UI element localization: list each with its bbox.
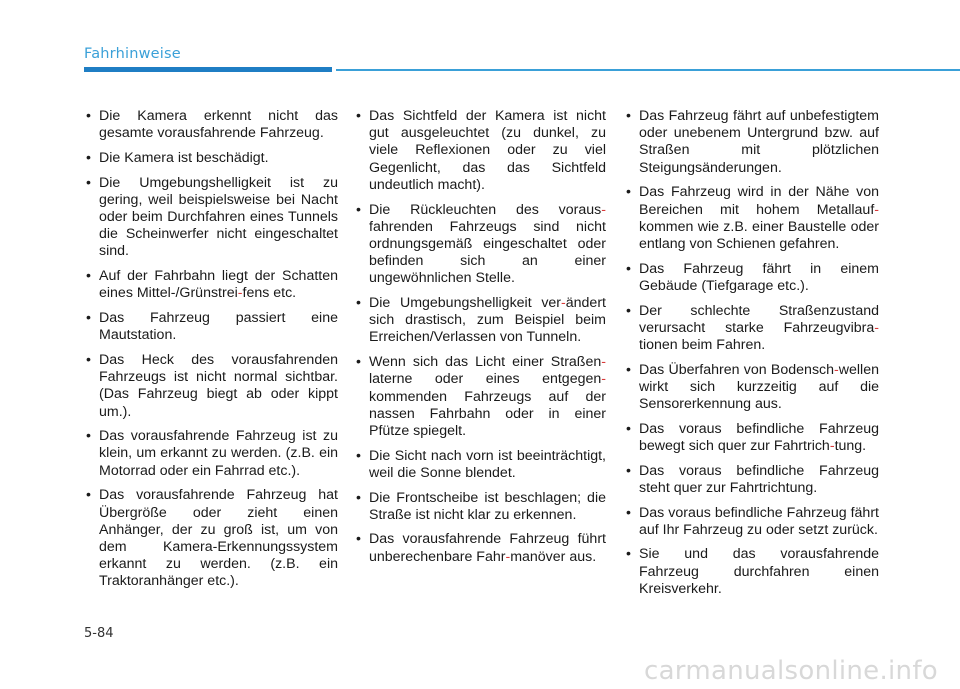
- text-column-1: [84, 108, 338, 598]
- bullet-item: • Das Überfahren von Bodensch-wellen wirkt sich kurzzeitig auf die Sensorerkennung aus.: [624, 362, 879, 414]
- text-column-3: [624, 108, 879, 606]
- bullet-item: • Das voraus befindliche Fahrzeug steht quer zur Fahrtrichtung.: [624, 463, 879, 497]
- bullet-item: • Der schlechte Straßenzustand verursacht starke Fahrzeugvibra-tionen beim Fahren.: [624, 303, 879, 355]
- bullet-list-2: [354, 108, 606, 566]
- bullet-item: • Das Sichtfeld der Kamera ist nicht gut ausgeleuchtet (zu dunkel, zu viele Reflexionen oder zu viel Gegenlicht, das das Sichtfeld undeutlich macht).: [354, 108, 606, 194]
- bullet-item: • Das voraus befindliche Fahrzeug fährt auf Ihr Fahrzeug zu oder setzt zurück.: [624, 505, 879, 539]
- bullet-item: • Das vorausfahrende Fahrzeug führt unberechenbare Fahr-manöver aus.: [354, 531, 606, 565]
- bullet-item: • Die Frontscheibe ist beschlagen; die Straße ist nicht klar zu erkennen.: [354, 490, 606, 524]
- bullet-item: • Das Fahrzeug fährt auf unbefestigtem oder unebenem Untergrund bzw. auf Straßen mit plötzlichen Steigungsänderungen.: [624, 108, 879, 177]
- bullet-item: • Die Kamera ist beschädigt.: [84, 150, 338, 167]
- bullet-item: • Wenn sich das Licht einer Straßen-laterne oder eines entgegen-kommenden Fahrzeugs auf der nassen Fahrbahn oder in einer Pfütze spiegelt.: [354, 354, 606, 440]
- page-number: 5-84: [84, 626, 114, 641]
- bullet-item: • Das Fahrzeug wird in der Nähe von Bereichen mit hohem Metallauf-kommen wie z.B. einer Baustelle oder entlang von Schienen gefahren.: [624, 184, 879, 253]
- bullet-list-1: [84, 108, 338, 591]
- bullet-item: • Die Umgebungshelligkeit ist zu gering, weil beispielsweise bei Nacht oder beim Durchfahren eines Tunnels die Scheinwerfer nicht eingeschaltet sind.: [84, 175, 338, 261]
- header-rule-thin: [336, 69, 960, 71]
- bullet-item: • Das Fahrzeug fährt in einem Gebäude (Tiefgarage etc.).: [624, 261, 879, 295]
- header-rule-thick: [84, 67, 332, 72]
- watermark: carmanualsonline.info: [643, 656, 938, 686]
- bullet-item: • Das vorausfahrende Fahrzeug hat Übergröße oder zieht einen Anhänger, der zu groß ist, um von dem Kamera-Erkennungssystem erkannt zu werden. (z.B. ein Traktoranhänger etc.).: [84, 487, 338, 590]
- bullet-list-3: [624, 108, 879, 598]
- bullet-item: • Das Fahrzeug passiert eine Mautstation.: [84, 310, 338, 344]
- bullet-item: • Das voraus befindliche Fahrzeug bewegt sich quer zur Fahrtrich-tung.: [624, 421, 879, 455]
- bullet-item: • Sie und das vorausfahrende Fahrzeug durchfahren einen Kreisverkehr.: [624, 546, 879, 598]
- bullet-item: • Die Rückleuchten des voraus-fahrenden Fahrzeugs sind nicht ordnungsgemäß eingeschaltet oder befinden sich an einer ungewöhnlichen Stelle.: [354, 202, 606, 288]
- text-column-2: [354, 108, 606, 573]
- bullet-item: • Auf der Fahrbahn liegt der Schatten eines Mittel-/Grünstrei-fens etc.: [84, 268, 338, 302]
- bullet-item: • Das vorausfahrende Fahrzeug ist zu klein, um erkannt zu werden. (z.B. ein Motorrad oder ein Fahrrad etc.).: [84, 428, 338, 480]
- bullet-item: • Das Heck des vorausfahrenden Fahrzeugs ist nicht normal sichtbar. (Das Fahrzeug biegt ab oder kippt um.).: [84, 352, 338, 421]
- bullet-item: • Die Sicht nach vorn ist beeinträchtigt, weil die Sonne blendet.: [354, 448, 606, 482]
- bullet-item: • Die Kamera erkennt nicht das gesamte vorausfahrende Fahrzeug.: [84, 108, 338, 142]
- section-title: Fahrhinweise: [84, 46, 181, 62]
- bullet-item: • Die Umgebungshelligkeit ver-ändert sich drastisch, zum Beispiel beim Erreichen/Verlassen von Tunneln.: [354, 295, 606, 347]
